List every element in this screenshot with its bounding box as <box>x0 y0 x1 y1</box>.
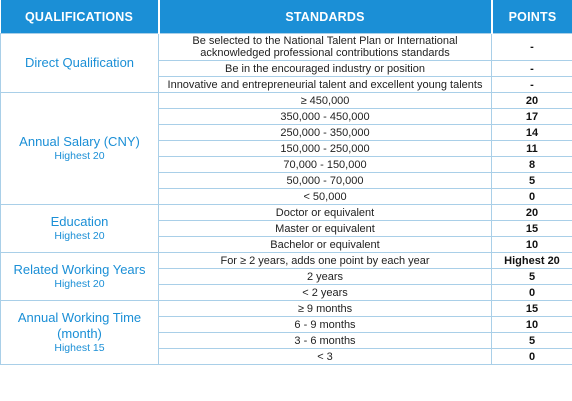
standard-cell: 6 - 9 months <box>159 317 492 333</box>
qualification-title: Annual Salary (CNY) <box>19 134 140 149</box>
qualification-limit: Highest 15 <box>54 342 105 354</box>
points-cell: 5 <box>492 333 572 349</box>
points-cell: 11 <box>492 141 572 157</box>
points-cell: 0 <box>492 349 572 365</box>
points-cell: 5 <box>492 269 572 285</box>
points-cell: 0 <box>492 285 572 301</box>
header-points: POINTS <box>492 0 572 34</box>
points-cell: 14 <box>492 125 572 141</box>
standard-cell: Master or equivalent <box>159 221 492 237</box>
qualification-cell <box>1 301 159 365</box>
header-standards: STANDARDS <box>159 0 492 34</box>
points-cell: 15 <box>492 301 572 317</box>
standard-cell: < 2 years <box>159 285 492 301</box>
qualification-title: Annual Working Time (month) <box>17 310 142 341</box>
qualification-limit: Highest 20 <box>54 230 105 242</box>
points-cell: 20 <box>492 205 572 221</box>
standard-cell: < 3 <box>159 349 492 365</box>
standard-cell: 2 years <box>159 269 492 285</box>
table-row <box>1 93 572 109</box>
points-cell: - <box>492 34 572 61</box>
points-cell: 10 <box>492 237 572 253</box>
points-cell: 8 <box>492 157 572 173</box>
qualification-limit: Highest 20 <box>54 150 105 162</box>
standard-cell: ≥ 450,000 <box>159 93 492 109</box>
points-cell: Highest 20 <box>492 253 572 269</box>
standard-cell: Be selected to the National Talent Plan or International acknowledged professional contributions standards <box>159 34 492 61</box>
header-qualifications: QUALIFICATIONS <box>1 0 159 34</box>
standard-cell: For ≥ 2 years, adds one point by each year <box>159 253 492 269</box>
standard-cell: Be in the encouraged industry or position <box>159 61 492 77</box>
standard-cell: 150,000 - 250,000 <box>159 141 492 157</box>
qualification-cell <box>1 205 159 253</box>
points-cell: 0 <box>492 189 572 205</box>
points-cell: 15 <box>492 221 572 237</box>
qualification-title: Education <box>50 214 109 229</box>
table-row <box>1 253 572 269</box>
qualification-cell <box>1 253 159 301</box>
standard-cell: ≥ 9 months <box>159 301 492 317</box>
points-cell: 10 <box>492 317 572 333</box>
standard-cell: 250,000 - 350,000 <box>159 125 492 141</box>
qualification-title: Related Working Years <box>13 262 146 277</box>
standard-cell: 70,000 - 150,000 <box>159 157 492 173</box>
points-cell: - <box>492 61 572 77</box>
standard-cell: Innovative and entrepreneurial talent and excellent young talents <box>159 77 492 93</box>
standard-cell: 50,000 - 70,000 <box>159 173 492 189</box>
standard-cell: 3 - 6 months <box>159 333 492 349</box>
standard-cell: Doctor or equivalent <box>159 205 492 221</box>
table-row <box>1 34 572 61</box>
table-row <box>1 205 572 221</box>
points-cell: 17 <box>492 109 572 125</box>
qualification-cell <box>1 34 159 93</box>
standard-cell: < 50,000 <box>159 189 492 205</box>
qualification-title: Direct Qualification <box>24 55 135 70</box>
table-row <box>1 301 572 317</box>
header-row <box>1 0 572 34</box>
standard-cell: 350,000 - 450,000 <box>159 109 492 125</box>
points-cell: - <box>492 77 572 93</box>
points-cell: 5 <box>492 173 572 189</box>
qualification-cell <box>1 93 159 205</box>
standard-cell: Bachelor or equivalent <box>159 237 492 253</box>
qualification-limit: Highest 20 <box>54 278 105 290</box>
points-cell: 20 <box>492 93 572 109</box>
